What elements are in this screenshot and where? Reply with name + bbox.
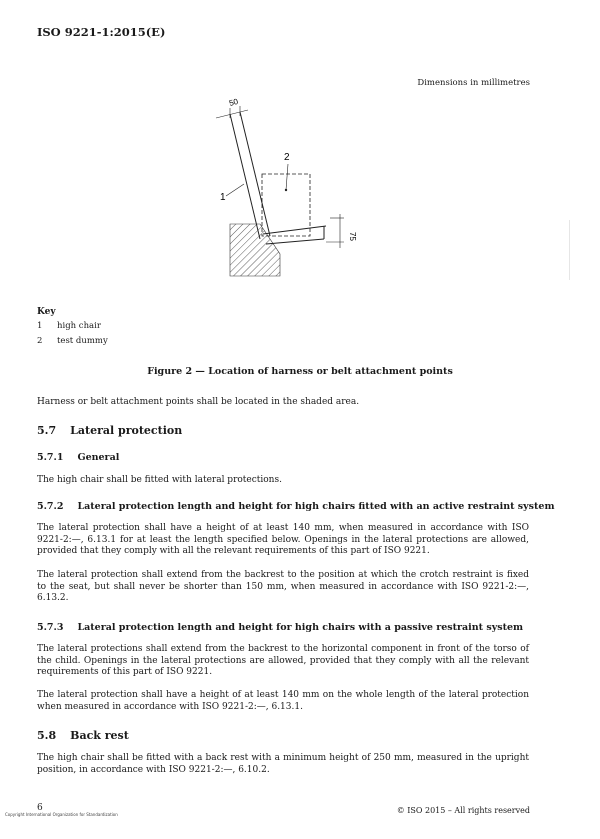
figure-2-diagram <box>208 96 368 286</box>
item-1-label: 1 <box>220 192 226 203</box>
paragraph-5-7-2-a: The lateral protection shall have a height of at least 140 mm, when measured in accordance with ISO 9221-2:—, 6.13.1 for at least the length specified below. Openings in the lateral protections are allowed, provided that they comply with all the relevant requirements of this part of ISO 9221. <box>37 523 529 556</box>
item-1-leader <box>226 184 244 196</box>
document-header: ISO 9221-1:2015(E) <box>37 25 166 39</box>
item-2-label: 2 <box>284 152 290 163</box>
section-number: 5.8 <box>37 729 57 742</box>
section-heading-5-7-3 <box>37 622 523 633</box>
shaded-area <box>230 224 280 276</box>
seat-line-top <box>263 226 326 234</box>
item-2-dot <box>285 189 287 191</box>
item-2-leader <box>286 164 288 190</box>
section-heading-5-8 <box>37 729 129 742</box>
seat-line-bottom <box>266 239 324 244</box>
paragraph-5-8: The high chair shall be fitted with a back rest with a minimum height of 250 mm, measured in the upright position, in accordance with ISO 9221-2:—, 6.10.2. <box>37 753 529 775</box>
key-item-text: test dummy <box>57 336 108 346</box>
section-title: Back rest <box>70 729 129 742</box>
key-item <box>37 321 101 331</box>
copyright-left: Copyright International Organization for Standardization <box>5 812 118 817</box>
section-heading-5-7 <box>37 424 182 437</box>
paragraph-5-7-2-b: The lateral protection shall extend from the backrest to the position at which the crotch restraint is fixed to the seat, but shall never be shorter than 150 mm, when measured in accordance with ISO 9221-2:—, 6.13.2. <box>37 570 529 603</box>
paragraph-harness: Harness or belt attachment points shall be located in the shaded area. <box>37 397 360 407</box>
section-title: Lateral protection length and height for high chairs with a passive restraint system <box>77 622 524 633</box>
dim-50-label: 50 <box>228 96 240 108</box>
section-number: 5.7.3 <box>37 622 64 633</box>
test-dummy-outline <box>262 174 310 236</box>
key-item-number: 1 <box>37 321 43 331</box>
dim-50-line <box>216 110 248 118</box>
page-number: 6 <box>37 803 43 813</box>
section-heading-5-7-1 <box>37 452 119 463</box>
figure-caption: Figure 2 — Location of harness or belt attachment points <box>147 366 453 377</box>
paragraph-5-7-3-a: The lateral protections shall extend from the backrest to the horizontal component in front of the torso of the child. Openings in the lateral protections are allowed, provided that they comply with all the relevant requirements of this part of ISO 9221. <box>37 644 529 677</box>
dim-75-label: 75 <box>348 232 357 241</box>
key-item-number: 2 <box>37 336 43 346</box>
key-item-text: high chair <box>57 321 101 331</box>
dimensions-note: Dimensions in millimetres <box>417 78 530 88</box>
section-number: 5.7 <box>37 424 57 437</box>
section-heading-5-7-2 <box>37 501 555 512</box>
key-title: Key <box>37 307 56 317</box>
section-number: 5.7.2 <box>37 501 64 512</box>
section-title: Lateral protection length and height for high chairs fitted with an active restraint system <box>77 501 555 512</box>
paragraph-5-7-1: The high chair shall be fitted with lateral protections. <box>37 475 282 485</box>
section-number: 5.7.1 <box>37 452 64 463</box>
section-title: Lateral protection <box>70 424 183 437</box>
scan-edge-mark <box>569 220 570 280</box>
paragraph-5-7-3-b: The lateral protection shall have a height of at least 140 mm on the whole length of the lateral protection when measured in accordance with ISO 9221-2:—, 6.13.1. <box>37 690 529 712</box>
copyright-right: © ISO 2015 – All rights reserved <box>396 806 530 815</box>
section-title: General <box>77 452 120 463</box>
key-item <box>37 336 108 346</box>
